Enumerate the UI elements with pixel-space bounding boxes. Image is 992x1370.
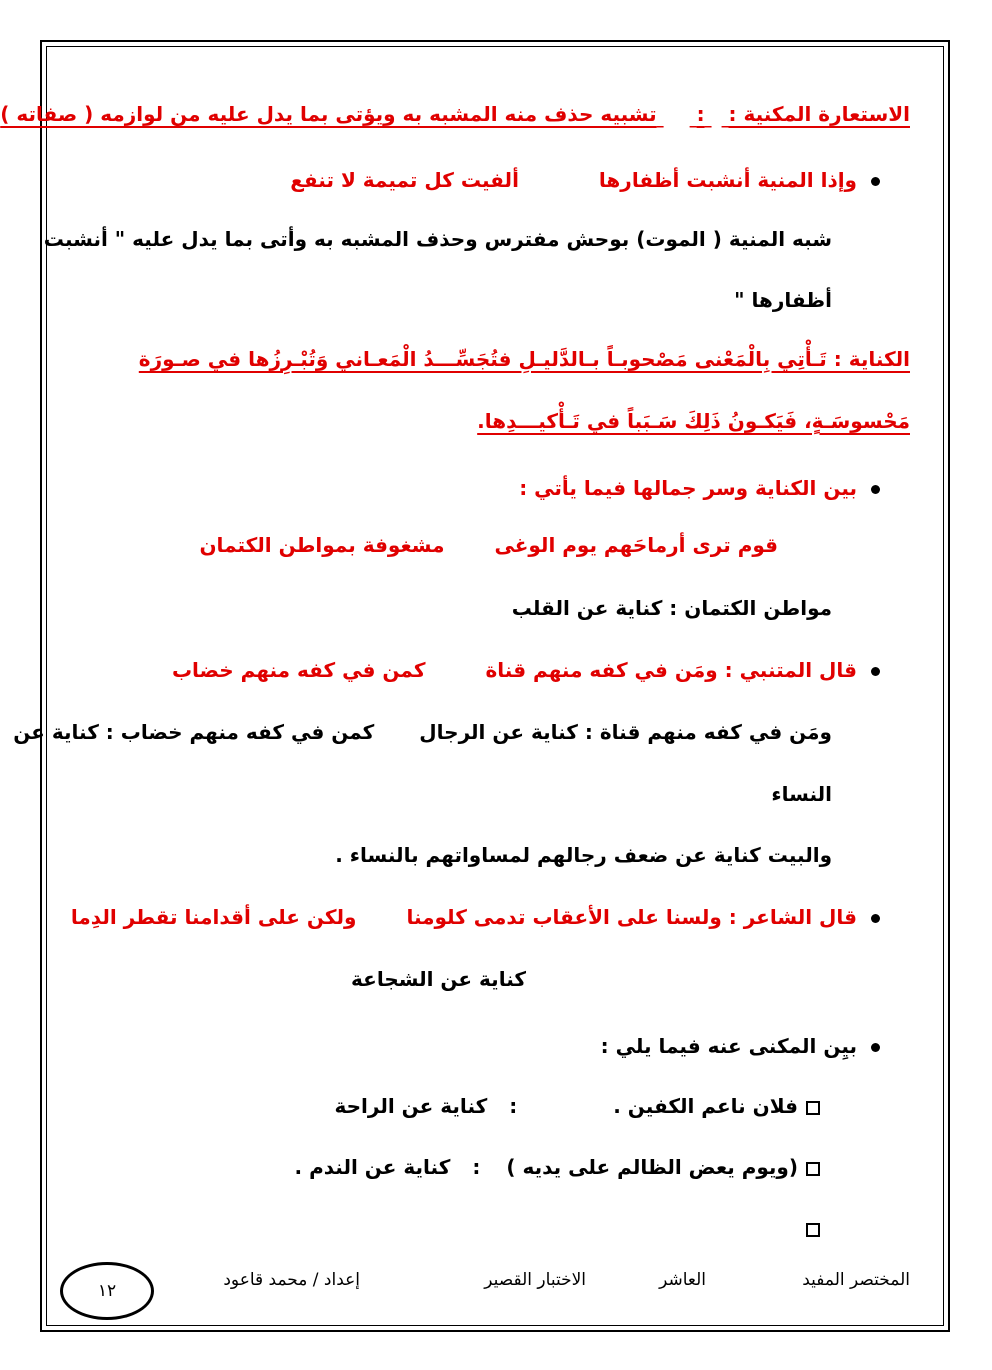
exercise-4-item-3 xyxy=(806,1214,820,1242)
metaphor-explanation-line-1: شبه المنية ( الموت) بوحش مفترس وحذف المشبه به وأتى بما يدل عليه " أنشبت xyxy=(43,227,832,251)
bullet-icon xyxy=(871,1043,880,1052)
exercise-1-prompt xyxy=(519,474,880,502)
exercise-2-prompt xyxy=(172,656,880,684)
item-answer: كناية عن الراحة xyxy=(334,1094,488,1118)
metaphor-explanation-line-2: أظفارها " xyxy=(734,288,832,312)
verse-hemistich-2: كمن في كفه منهم خضاب xyxy=(171,658,426,682)
page-number-badge xyxy=(60,1262,154,1320)
exercise-1-verse xyxy=(199,531,778,559)
verse-hemistich-2: ألفيت كل تميمة لا تنفع xyxy=(290,168,519,192)
footer-grade: العاشر xyxy=(659,1270,706,1290)
footer-section: الاختبار القصير xyxy=(484,1270,586,1290)
exercise-3-prompt xyxy=(71,903,880,931)
exercise-1-answer: مواطن الكتمان : كناية عن القلب xyxy=(511,596,832,620)
exercise-2-answer-line-1 xyxy=(13,718,832,746)
metaphor-separator: : xyxy=(696,102,705,126)
footer-book-title: المختصر المفيد xyxy=(802,1270,910,1290)
exercise-4-prompt xyxy=(601,1032,880,1060)
exercise-3-prompt-text: قال الشاعر : ولسنا على الأعقاب تدمى كلومنا xyxy=(406,905,857,929)
kinaya-definition-line-1: الكناية : تَـأْتِي بِالْمَعْنى مَصْحوبـاً بـالدَّليـلِ فتُجَسِّـــدُ الْمَعـاني وَتُبْـرِزُها في صـورَة xyxy=(138,347,910,371)
page-number: ١٢ xyxy=(97,1281,117,1301)
bullet-icon xyxy=(871,177,880,186)
item-text: فلان ناعم الكفين . xyxy=(613,1094,798,1118)
exercise-2-prompt-text: قال المتنبي : ومَن في كفه منهم قناة xyxy=(485,658,857,682)
exercise-1-prompt-text: بين الكناية وسر جمالها فيما يأتي : xyxy=(519,476,857,500)
exercise-4-item-2 xyxy=(295,1153,820,1181)
verse-hemistich-2: ولكن على أقدامنا تقطر الدِما xyxy=(70,905,357,929)
item-text: (ويوم يعض الظالم على يديه ) xyxy=(506,1155,798,1179)
metaphor-definition-text: تشبيه حذف منه المشبه به ويؤتى بما يدل عليه من لوازمه ( صفاته ) xyxy=(0,102,657,126)
metaphor-example-verse xyxy=(290,166,880,194)
bullet-icon xyxy=(871,485,880,494)
item-separator: : xyxy=(472,1155,481,1179)
kinaya-definition-line-2: مَحْسوسَـةٍ، فَيَكـونُ ذَلِكَ سَـبَباً في تَـأْكيـــدِها. xyxy=(477,409,910,433)
bullet-icon xyxy=(871,914,880,923)
bullet-icon xyxy=(871,667,880,676)
exercise-2-answer-b: كمن في كفه منهم خضاب : كناية عن xyxy=(13,720,375,744)
exercise-2-answer-line-3: والبيت كناية عن ضعف رجالهم لمساواتهم بالنساء . xyxy=(335,843,832,867)
checkbox-icon[interactable] xyxy=(806,1223,820,1237)
item-separator: : xyxy=(509,1094,518,1118)
exercise-4-prompt-text: بيِن المكنى عنه فيما يلي : xyxy=(600,1034,857,1058)
footer-author: إعداد / محمد قاعود xyxy=(223,1270,360,1290)
checkbox-icon[interactable] xyxy=(806,1101,820,1115)
metaphor-definition xyxy=(0,100,910,128)
metaphor-term: الاستعارة المكنية : xyxy=(728,102,910,126)
exercise-2-answer-a: ومَن في كفه منهم قناة : كناية عن الرجال xyxy=(419,720,832,744)
exercise-2-answer-line-2: النساء xyxy=(771,782,832,806)
verse-hemistich-1: وإذا المنية أنشبت أظفارها xyxy=(598,168,857,192)
checkbox-icon[interactable] xyxy=(806,1162,820,1176)
exercise-3-answer: كناية عن الشجاعة xyxy=(351,967,526,991)
verse-hemistich-1: قوم ترى أرماحَهم يوم الوغى xyxy=(494,533,778,557)
item-answer: كناية عن الندم . xyxy=(294,1155,451,1179)
verse-hemistich-2: مشغوفة بمواطن الكتمان xyxy=(199,533,445,557)
exercise-4-item-1 xyxy=(335,1092,821,1120)
